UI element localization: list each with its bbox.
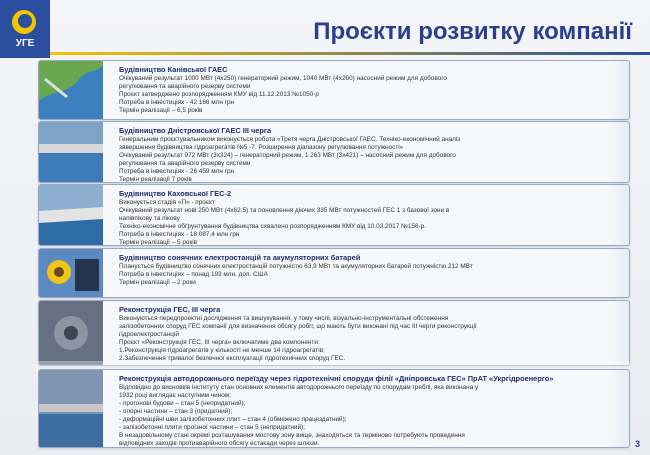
card-line: 2.Забезпечення тривалої безпечної експлуатації гідротехнічних споруд ГЕС. <box>119 355 346 362</box>
card-line: 1.Реконструкція гідроагрегатів у кількості не менше 14 гідроагрегатів; <box>119 347 325 354</box>
card-accent <box>608 301 630 365</box>
card-line: Очікуваний результат 972 МВт (3х324) – генераторний режим, 1 263 МВт (3х421) – насосний режим для добового <box>119 152 456 159</box>
card-line: Потреба в інвестиціях - 26 459 млн грн <box>119 168 235 175</box>
card-accent <box>608 61 630 119</box>
card-line: Планується будівництво сонячних електростанцій потужністю 63,9 МВт та акумуляторних батарей потужністю 212 МВт <box>119 263 473 270</box>
card-line: - залізобетонні плити проїзної частини – стан 5 (непридатний); <box>119 424 305 431</box>
dam-photo <box>39 122 103 182</box>
logo-text: УГЕ <box>15 38 35 49</box>
dam-photo <box>39 185 103 245</box>
card-line: Потреба в інвестиціях – понад 193 млн. дол. США <box>119 271 268 278</box>
card-line: Генеральним проєктувальником виконується робота «Третя черга Дністровської ГАЕС. Техніко-економічний аналіз <box>119 136 461 143</box>
card-heading: Реконструкція автодорожнього переїзду через гідротехнічні споруди філії «Дніпровська ГЕС» ПрАТ «Укргідроенерго» <box>119 374 554 383</box>
card-line: В незадовільному стані окремі розташування мостову зону вище, знаходяться та терміново потребують проведення <box>119 432 465 439</box>
card-line: регулювання та аварійного резерву системи <box>119 160 251 167</box>
card-line: залізобетонних споруд ГЕС компанії для визначення обсягу робіт, що мають бути виконані під час ІІІ черги реконструкції <box>119 323 477 330</box>
logo-mark-icon <box>12 10 36 34</box>
card-heading: Будівництво Каховської ГЕС-2 <box>119 189 232 198</box>
card-line: Техніко-економічне обґрунтування будівництва схвалено розпорядженням КМУ від 10.03.2017 №156-р. <box>119 223 427 230</box>
project-card-kakhovka <box>38 184 630 246</box>
turbine-photo <box>39 301 103 365</box>
card-line: Потреба в інвестиціях - 42 166 млн грн <box>119 99 235 106</box>
card-line: Потреба в інвестиціях - 18 087,4 млн грн <box>119 231 240 238</box>
company-logo <box>0 0 50 58</box>
card-line: Термін реалізації – 5 років <box>119 239 198 246</box>
card-line: напівпікову та пікову <box>119 215 180 222</box>
card-line: - деформаційні шви залізобетонних плит – стан 4 (обмежено працездатний); <box>119 416 347 423</box>
card-line: гідроелектростанцій <box>119 331 179 338</box>
bridge-photo <box>39 370 103 447</box>
card-heading: Будівництво Дністровської ГАЕС ІІІ черга <box>119 126 272 135</box>
card-line: - прогонові будови – стан 5 (непридатний); <box>119 400 246 407</box>
card-line: 1932 році виглядає наступним чином: <box>119 392 231 399</box>
card-line: Очікуваний результат нові 250 МВт (4х62,5) та поновлення діючих 335 МВт потужностей ГЕС 1 з базової зони в <box>119 207 450 214</box>
card-line: регулювання та аварійного резерву системи <box>119 83 251 90</box>
card-accent <box>608 185 630 245</box>
project-card-kaniv <box>38 60 630 120</box>
project-card-hydro-reconstruction <box>38 300 630 366</box>
title-divider <box>50 52 650 55</box>
card-line: Термін реалізації – 6,5 років <box>119 107 203 114</box>
card-line: Виконуються передпроектні дослідження та вишукування, у тому числі, візуально-інструментальні обстеження <box>119 315 449 322</box>
project-card-road-crossing <box>38 369 630 448</box>
card-accent <box>608 122 630 182</box>
card-line: Термін реалізації 7 років <box>119 176 192 183</box>
card-line: Виконується стадія «П» - проєкт <box>119 199 215 206</box>
card-heading: Будівництво сонячних електростанцій та акумуляторних батарей <box>119 253 361 262</box>
solar-panel-sunflower-photo <box>39 249 103 297</box>
card-line: Термін реалізації – 2 роки <box>119 279 196 286</box>
card-accent <box>608 249 630 297</box>
card-line: Проєкт «Реконструкція ГЕС, ІІІ черга» включатиме два компоненти: <box>119 339 320 346</box>
card-line: Очікуваний результат 1000 МВт (4х250) генераторний режим, 1040 МВт (4х260) насосний режим для добового <box>119 75 447 82</box>
card-line: - опорні частини – стан 3 (придатний); <box>119 408 233 415</box>
page-title: Проєкти розвитку компанії <box>313 18 632 45</box>
card-heading: Будівництво Канівської ГАЕС <box>119 65 228 74</box>
map-thumbnail <box>39 61 103 119</box>
page-number: 3 <box>634 439 640 449</box>
card-heading: Реконструкція ГЕС, ІІІ черга <box>119 305 221 314</box>
project-card-dniester <box>38 121 630 183</box>
card-line: відповідних заходів протиаварійного обсягу естакади через шлюзи. <box>119 440 320 447</box>
card-line: завершення будівництва гідроагрегатів №5 -7. Розширення діапазону регулювання потужності» <box>119 144 404 151</box>
card-line: Відповідно до висновків інституту стан основних елементів автодорожнього переїзду по спорудам греблі, яка виконана у <box>119 384 479 391</box>
card-accent <box>608 370 630 447</box>
project-card-solar <box>38 248 630 298</box>
card-line: Проєкт затверджено розпорядженням КМУ від 11.12.2013 №1050-р <box>119 91 319 98</box>
